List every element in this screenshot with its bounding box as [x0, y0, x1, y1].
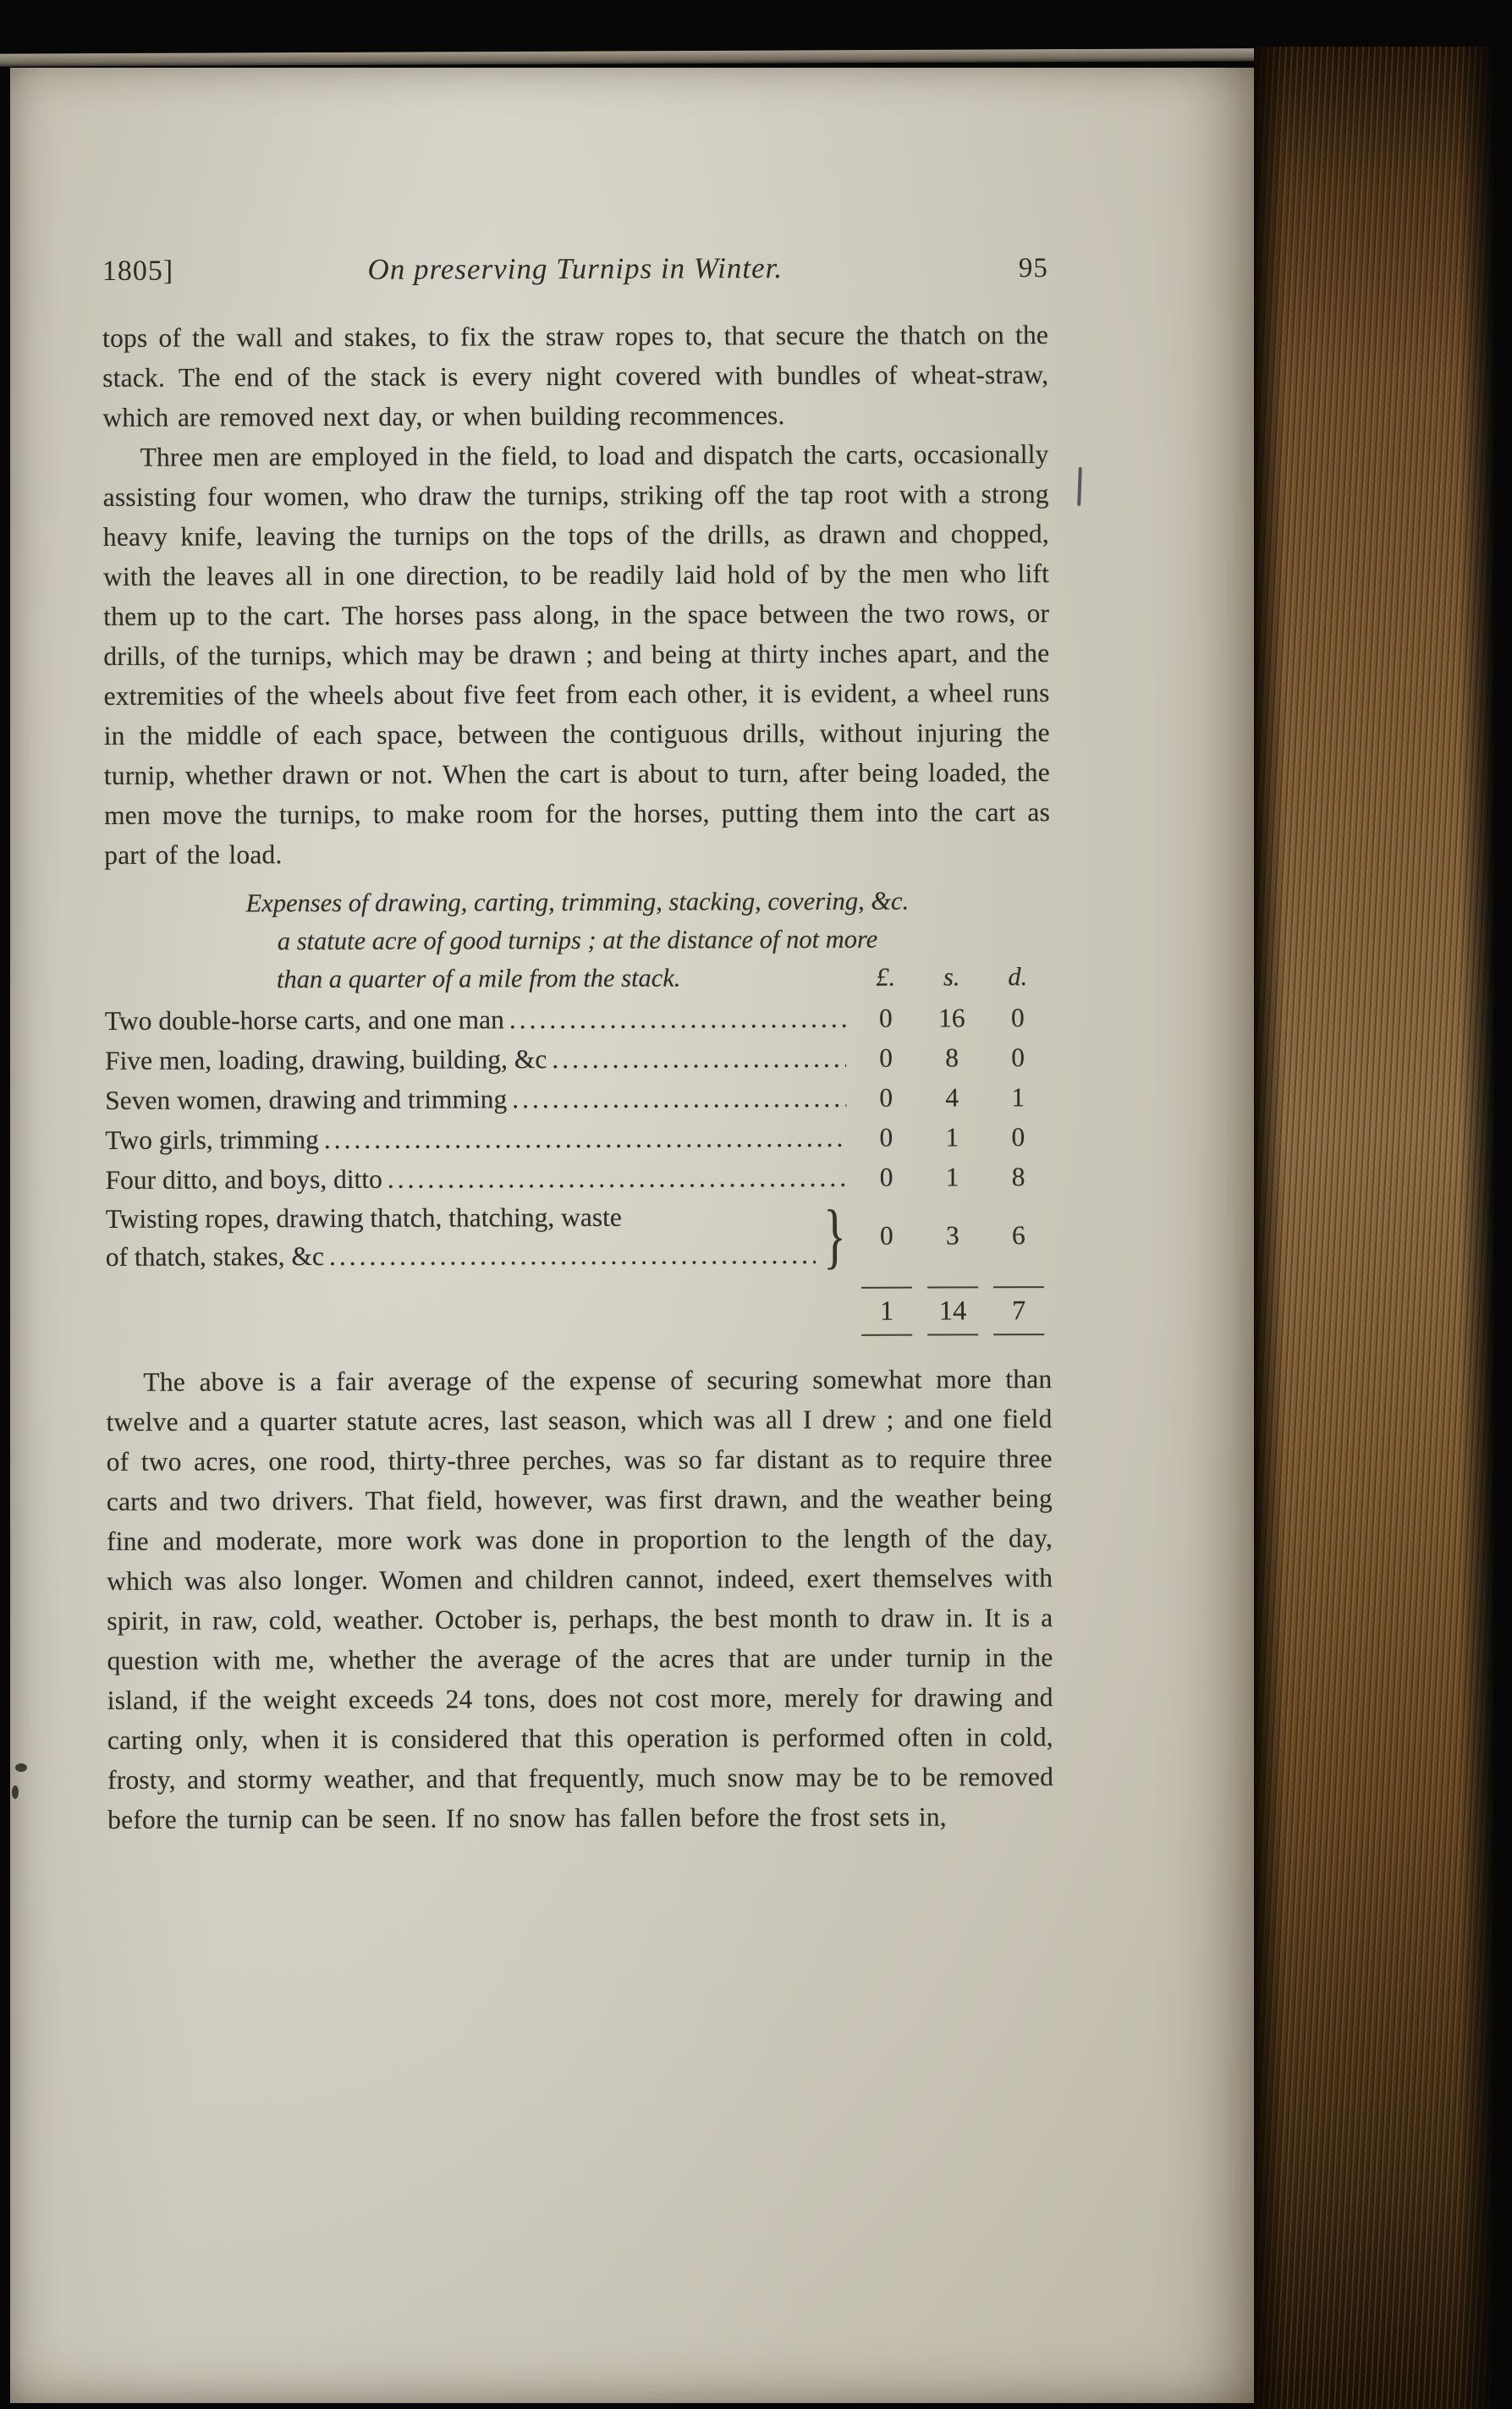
pence-column-header: d.: [1008, 962, 1028, 992]
currency-column-headers: [853, 958, 1051, 997]
amount-shillings: 1: [945, 1162, 959, 1192]
expense-row: [106, 1196, 1052, 1276]
expense-table-heading: [104, 882, 1050, 999]
label-line: [105, 1078, 853, 1120]
dot-leader: [509, 998, 846, 1039]
amount-shillings: 3: [945, 1219, 959, 1250]
label-text: Twisting ropes, drawing thatch, thatching, waste: [105, 1202, 622, 1234]
label-line: [105, 1158, 853, 1200]
rule-dash: [986, 1334, 1052, 1335]
expense-row-label: [105, 1118, 853, 1160]
amount-pence: 1: [1011, 1082, 1025, 1113]
amount-pounds: 0: [878, 1003, 893, 1033]
expense-row: [105, 1037, 1051, 1081]
amount-pence: 0: [1011, 1122, 1025, 1152]
page-speck: [12, 1785, 19, 1799]
expense-row: [105, 1157, 1051, 1200]
dot-leader: [388, 1158, 847, 1199]
label-text: Two double-horse carts, and one man: [104, 1004, 504, 1036]
label-text: of thatch, stakes, &c: [105, 1241, 324, 1272]
label-text: Two girls, trimming: [105, 1125, 319, 1155]
amount-pounds: 0: [879, 1042, 893, 1073]
total-pence: 7: [1011, 1295, 1026, 1327]
rule-dash: [920, 1334, 986, 1335]
amount-pounds: 0: [879, 1122, 893, 1152]
label-line: [106, 1235, 822, 1276]
year-marker: 1805]: [102, 255, 174, 287]
total-amounts: [854, 1288, 1052, 1334]
amount-pence: 6: [1011, 1219, 1025, 1250]
label-line: [106, 1197, 822, 1238]
page-header: [102, 250, 1048, 288]
expense-row-label: [105, 1158, 853, 1200]
page-speck: [15, 1763, 27, 1772]
label-text: Seven women, drawing and trimming: [105, 1084, 508, 1115]
total-rule-bottom: [854, 1334, 1052, 1336]
expense-table: [105, 998, 1052, 1276]
heading-line-2: a statute acre of good turnips ; at the distance of not more: [277, 924, 878, 956]
amount-shillings: 4: [945, 1082, 959, 1113]
amount-pence: 0: [1011, 1042, 1025, 1073]
expense-row: [105, 1117, 1051, 1160]
label-line: [105, 1038, 853, 1081]
expense-row: [105, 998, 1051, 1041]
book-fore-edge: [1254, 47, 1495, 2409]
amount-shillings: 8: [945, 1042, 959, 1073]
expense-row: [105, 1077, 1051, 1120]
page-number: 95: [1018, 253, 1048, 284]
amount-pounds: 0: [879, 1220, 893, 1251]
running-title: On preserving Turnips in Winter.: [367, 251, 783, 286]
upper-page-edge: [0, 47, 1398, 66]
page-content: [102, 250, 1054, 1840]
amount-pence: 0: [1010, 1003, 1025, 1033]
label-text: Five men, loading, drawing, building, &c: [104, 1044, 547, 1075]
amount-pounds: 0: [879, 1162, 893, 1192]
amount-shillings: 16: [938, 1003, 965, 1033]
margin-ink-mark: [1077, 467, 1082, 506]
pounds-column-header: £.: [876, 962, 896, 992]
expense-row-label: [105, 1038, 853, 1081]
paragraph-continuation: tops of the wall and stakes, to fix the straw ropes to, that secure the thatch on the stack. The end of the stack is every night covered with bundles of wheat-straw, which are removed next day, or when building recommences.: [102, 320, 1049, 432]
label-line: [105, 998, 853, 1041]
label-text: Four ditto, and boys, ditto: [105, 1163, 382, 1195]
heading-line-3-text: than a quarter of a mile from the stack.: [276, 963, 681, 994]
expense-total: [106, 1286, 1052, 1339]
dot-leader: [512, 1078, 846, 1119]
heading-line-3: [105, 958, 1051, 999]
heading-line-1: Expenses of drawing, carting, trimming, stacking, covering, &c.: [245, 886, 910, 918]
book-page: [10, 68, 1254, 2403]
amount-pence: 8: [1011, 1162, 1025, 1192]
expense-row-label: [105, 1078, 853, 1120]
total-pounds: 1: [879, 1295, 894, 1327]
amount-shillings: 1: [945, 1122, 959, 1152]
paragraph: Three men are employed in the field, to load and dispatch the carts, occasionally assisting four women, who draw the turnips, striking off the tap root with a strong heavy knife, leaving the turnips on the tops of the drills, as drawn and chopped, with the leaves all in one direction, to be readily laid hold of by the men who lift them up to the cart. The horses pass along, in the space between the two rows, or drills, of the turnips, which may be drawn ; and being at thirty inches apart, and the extremities of the wheels about five feet from each other, it is evident, a wheel runs in the middle of each space, between the contiguous drills, without injuring the turnip, whether drawn or not. When the cart is about to turn, after being loaded, the men move the turnips, to make room for the horses, putting them into the cart as part of the load.: [102, 439, 1051, 870]
shillings-column-header: s.: [943, 962, 960, 992]
expense-row-label: [105, 998, 853, 1041]
rule-dash: [854, 1334, 920, 1336]
dot-leader: [324, 1118, 847, 1159]
amount-pounds: 0: [879, 1082, 893, 1113]
dot-leader: [329, 1235, 816, 1275]
label-line: [105, 1118, 853, 1160]
brace-glyph: }: [822, 1194, 846, 1276]
closing-paragraph: The above is a fair average of the expense of securing somewhat more than twelve and a quarter statute acres, last season, which was all I drew ; and one field of two acres, one rood, thirty-three perches, was so far distant as to require three carts and two drivers. That field, however, was first drawn, and the weather being fine and moderate, more work was done in proportion to the length of the day, which was also longer. Women and children cannot, indeed, exert themselves with spirit, in raw, cold, weather. October is, perhaps, the best month to draw in. It is a question with me, whether the average of the acres that are under turnip in the island, if the weight exceeds 24 tons, does not cost more, merely for drawing and carting only, when it is considered that this operation is performed often in cold, frosty, and stormy weather, and that frequently, much snow may be to be removed before the turnip can be seen. If no snow has fallen before the frost sets in,: [106, 1364, 1054, 1834]
expense-row-label: [106, 1197, 822, 1276]
dot-leader: [552, 1038, 846, 1079]
total-shillings: 14: [938, 1295, 967, 1327]
